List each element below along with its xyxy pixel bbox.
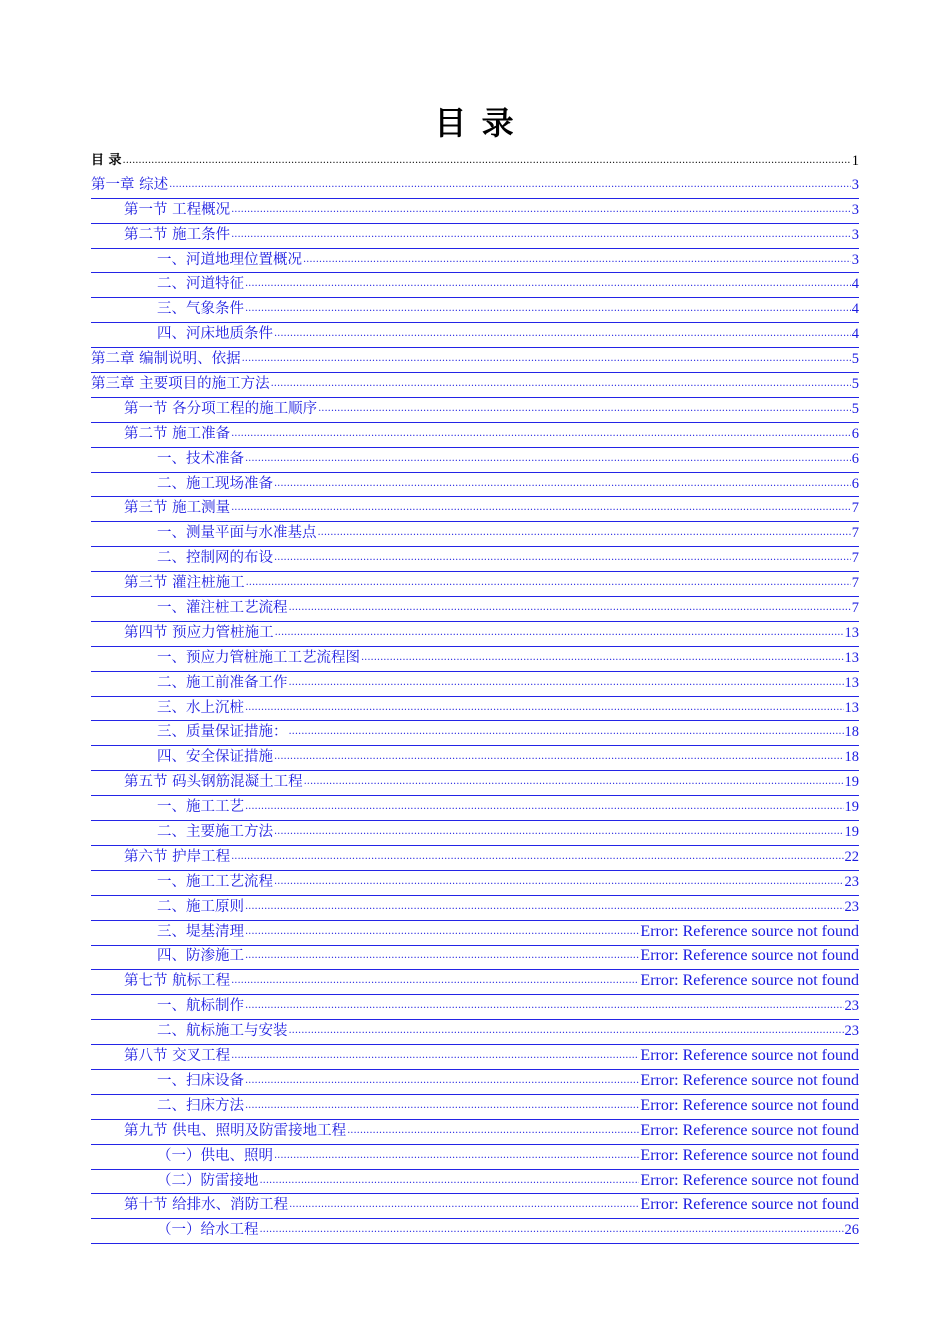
toc-dot-leader [231, 843, 843, 870]
toc-dot-leader [289, 669, 844, 696]
toc-dot-leader [245, 270, 851, 297]
toc-page-number: 19 [844, 774, 859, 791]
toc-page-number: 7 [851, 575, 859, 592]
toc-page-number: 7 [851, 500, 859, 517]
toc-page-number: Error: Reference source not found [640, 1071, 859, 1089]
toc-dot-leader [289, 1191, 639, 1218]
toc-page-number: 18 [844, 749, 859, 766]
toc-dot-leader [260, 1216, 844, 1243]
toc-entry-title: 第三节 灌注桩施工 [124, 575, 245, 592]
toc-dot-leader [318, 519, 851, 546]
toc-entry-title: 第二节 施工准备 [124, 425, 231, 442]
toc-dot-leader [274, 320, 851, 347]
toc-dot-leader [274, 743, 844, 770]
toc-dot-leader [274, 818, 844, 845]
toc-entry-title: 二、扫床方法 [157, 1097, 244, 1114]
toc-entry-title: 第一节 各分项工程的施工顺序 [124, 400, 318, 417]
toc-dot-leader [246, 569, 851, 596]
toc-dot-leader [289, 594, 851, 621]
toc-entry-title: 三、质量保证措施： [157, 724, 288, 741]
toc-entry-title: 二、控制网的布设 [157, 550, 273, 567]
toc-entry-title: 第七节 航标工程 [124, 973, 231, 990]
toc-dot-leader [289, 1017, 844, 1044]
toc-page-number: 7 [851, 550, 859, 567]
toc-page-number: 23 [844, 1023, 859, 1040]
toc-dot-leader [245, 942, 639, 969]
toc-entry-title: 第六节 护岸工程 [124, 848, 231, 865]
page-title: 目 录 [434, 104, 516, 142]
toc-page-number: 5 [851, 400, 859, 417]
toc-page-number: Error: Reference source not found [640, 972, 859, 990]
toc-entry-title: 二、施工现场准备 [157, 475, 273, 492]
toc-entry-link[interactable] [91, 1219, 859, 1244]
toc-entry-title: 一、预应力管桩施工工艺流程图 [157, 649, 360, 666]
toc-dot-leader [347, 1117, 639, 1144]
toc-dot-leader [274, 868, 844, 895]
toc-dot-leader [303, 246, 851, 273]
toc-entry-title: 第二节 施工条件 [124, 226, 231, 243]
toc-page-number: 4 [851, 276, 859, 293]
toc-dot-leader [361, 644, 844, 671]
toc-dot-leader [169, 171, 851, 198]
toc-entry-title: 三、堤基清理 [157, 923, 244, 940]
toc-dot-leader [245, 893, 844, 920]
toc-page-number: 6 [851, 425, 859, 442]
toc-dot-leader [242, 345, 851, 372]
toc-entry-title: 二、航标施工与安装 [157, 1023, 288, 1040]
toc-dot-leader [289, 718, 844, 745]
toc-page-number: 4 [851, 326, 859, 343]
toc-entry-title: 四、防渗施工 [157, 948, 244, 965]
toc-entry-title: 四、河床地质条件 [157, 326, 273, 343]
toc-page-number: 19 [844, 824, 859, 841]
toc-dot-leader [245, 918, 639, 945]
toc-page-number: 18 [844, 724, 859, 741]
table-of-contents [91, 149, 859, 1244]
toc-page-number: 5 [851, 376, 859, 392]
toc-page-number: Error: Reference source not found [640, 1047, 859, 1065]
toc-entry-title: 一、测量平面与水准基点 [157, 525, 317, 542]
toc-entry-title: 第八节 交叉工程 [124, 1048, 231, 1065]
toc-dot-leader [318, 395, 851, 422]
toc-dot-leader [231, 1042, 639, 1069]
toc-entry-title: 三、水上沉桩 [157, 699, 244, 716]
toc-entry-title: 第四节 预应力管桩施工 [124, 624, 274, 641]
toc-page-number: Error: Reference source not found [640, 922, 859, 940]
toc-page-number: 13 [844, 624, 859, 641]
toc-page-number: 6 [851, 450, 859, 467]
toc-page-number: 6 [851, 475, 859, 492]
toc-entry-title: 一、航标制作 [157, 998, 244, 1015]
toc-page-number: Error: Reference source not found [640, 1171, 859, 1189]
toc-page-number: 7 [851, 600, 859, 617]
toc-dot-leader [275, 619, 844, 646]
toc-dot-leader [274, 1142, 639, 1169]
toc-dot-leader [245, 1067, 639, 1094]
toc-dot-leader [231, 420, 851, 447]
toc-dot-leader [231, 221, 851, 248]
toc-entry-title: 第二章 编制说明、依据 [91, 351, 241, 368]
toc-dot-leader [271, 370, 851, 397]
toc-entry-title: 一、河道地理位置概况 [157, 251, 302, 268]
toc-page-number: 26 [844, 1222, 859, 1239]
toc-entry-title: 一、灌注桩工艺流程 [157, 600, 288, 617]
toc-page-number: 3 [851, 226, 859, 243]
toc-page-number: 4 [851, 301, 859, 318]
toc-dot-leader [231, 967, 639, 994]
toc-entry-title: 一、扫床设备 [157, 1072, 244, 1089]
toc-dot-leader [260, 1167, 640, 1194]
toc-entry-title: 一、施工工艺流程 [157, 873, 273, 890]
toc-dot-leader [304, 768, 844, 795]
toc-dot-leader [231, 494, 851, 521]
toc-dot-leader [274, 544, 851, 571]
toc-entry-title: （一）给水工程 [157, 1222, 259, 1239]
toc-dot-leader [245, 793, 844, 820]
toc-entry-title: （一）供电、照明 [157, 1147, 273, 1164]
toc-page-number: Error: Reference source not found [640, 1121, 859, 1139]
toc-page-number: 23 [844, 873, 859, 890]
toc-page-number: 7 [851, 525, 859, 542]
toc-entry-title: 一、技术准备 [157, 450, 244, 467]
toc-page-number: 13 [844, 674, 859, 691]
toc-entry-title: 二、主要施工方法 [157, 824, 273, 841]
toc-page-number: 23 [844, 898, 859, 915]
toc-entry-title: 第十节 给排水、消防工程 [124, 1197, 289, 1214]
toc-page-number: 23 [844, 998, 859, 1015]
toc-page-number: 19 [844, 799, 859, 816]
toc-entry-title: 三、气象条件 [157, 301, 244, 318]
toc-page-number: Error: Reference source not found [640, 947, 859, 965]
toc-entry-title: 第九节 供电、照明及防雷接地工程 [124, 1122, 347, 1139]
toc-page-number: 3 [851, 176, 859, 193]
toc-entry-title: 第三节 施工测量 [124, 500, 231, 517]
toc-entry-title: 二、施工原则 [157, 898, 244, 915]
toc-entry-title: 二、河道特征 [157, 276, 244, 293]
toc-page-number: 5 [851, 351, 859, 368]
toc-entry-title: 目 录 [91, 152, 122, 168]
toc-dot-leader [245, 295, 851, 322]
toc-entry-title: 二、施工前准备工作 [157, 674, 288, 691]
toc-entry-title: 第五节 码头钢筋混凝土工程 [124, 774, 303, 791]
toc-entry-title: 第一节 工程概况 [124, 201, 231, 218]
toc-entry-title: 四、安全保证措施 [157, 749, 273, 766]
toc-page-number: 3 [851, 201, 859, 218]
toc-page-number: 3 [851, 251, 859, 268]
toc-dot-leader [245, 1092, 639, 1119]
toc-page-number: 1 [851, 152, 859, 169]
toc-entry-title: 第一章 综述 [91, 176, 169, 193]
toc-dot-leader [245, 445, 851, 472]
toc-entry-title: （二）防雷接地 [157, 1172, 259, 1189]
toc-page-number: 13 [844, 649, 859, 666]
toc-entry-title: 第三章 主要项目的施工方法 [91, 376, 270, 392]
toc-dot-leader [231, 196, 851, 223]
toc-page-number: 13 [844, 699, 859, 716]
toc-page-number: Error: Reference source not found [640, 1146, 859, 1164]
toc-entry-title: 一、施工工艺 [157, 799, 244, 816]
toc-page-number: Error: Reference source not found [640, 1096, 859, 1114]
toc-page-number: Error: Reference source not found [640, 1196, 859, 1214]
toc-page-number: 22 [844, 848, 859, 865]
toc-dot-leader [245, 992, 844, 1019]
toc-dot-leader [245, 694, 844, 721]
toc-dot-leader [123, 147, 851, 174]
toc-dot-leader [274, 470, 851, 497]
